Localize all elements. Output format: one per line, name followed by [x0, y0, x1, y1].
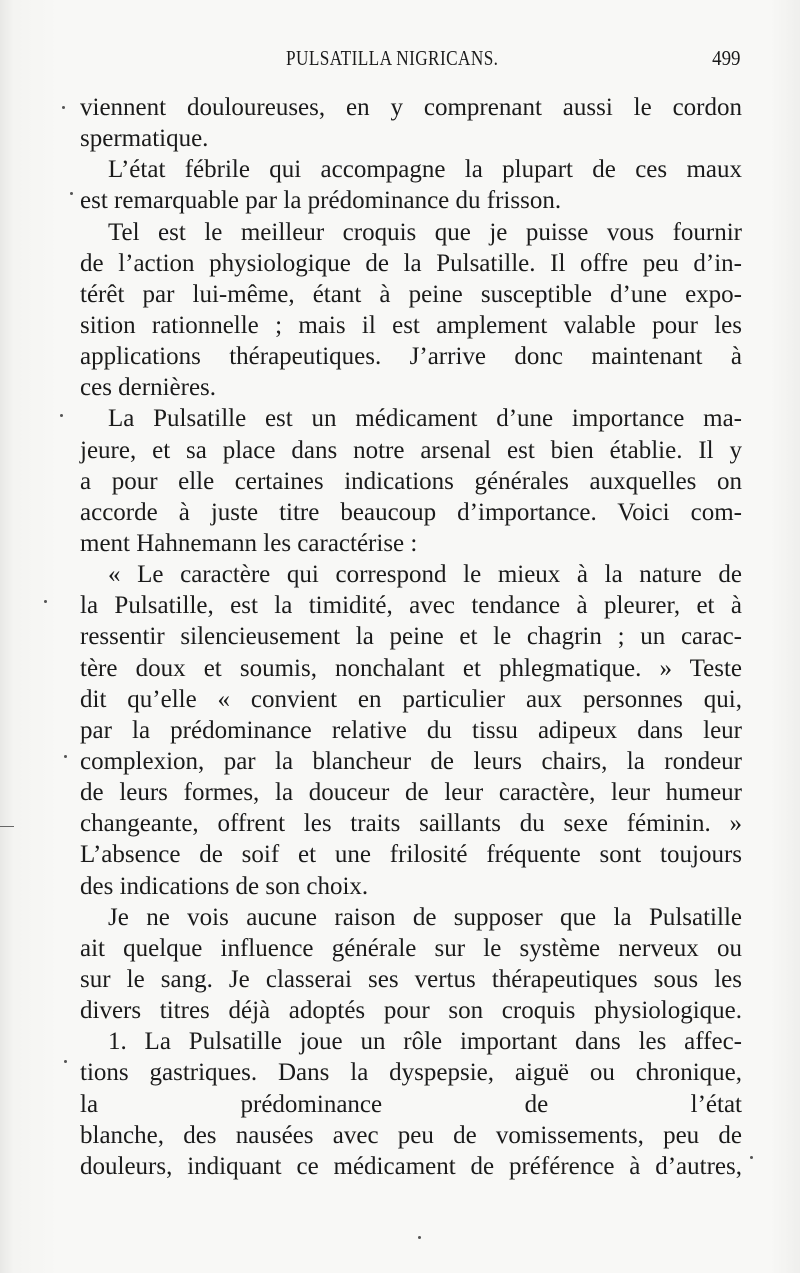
running-head [80, 46, 742, 76]
text-line: spermatique. [80, 125, 209, 153]
text-line: la Pulsatille, est la timidité, avec tendance à pleurer, et à [80, 592, 742, 620]
text-line: ment Hahnemann les caractérise : [80, 529, 418, 557]
text-line: sition rationnelle ; mais il est amplement valable pour les [80, 311, 742, 339]
margin-speck [64, 755, 67, 758]
text-line: « Le caractère qui correspond le mieux à la nature de [108, 561, 742, 589]
text-line: douleurs, indiquant ce médicament de préférence à d’autres, [80, 1152, 742, 1180]
text-line: accorde à juste titre beaucoup d’importance. Voici com- [80, 498, 742, 526]
margin-rule [0, 826, 14, 827]
text-line: de l’action physiologique de la Pulsatille. Il offre peu d’in- [80, 249, 742, 277]
text-line: par la prédominance relative du tissu adipeux dans leur [80, 716, 742, 744]
margin-speck [64, 1060, 67, 1063]
text-line: jeure, et sa place dans notre arsenal est bien établie. Il y [80, 436, 742, 464]
text-line: a pour elle certaines indications générales auxquelles on [80, 467, 742, 495]
text-line: sur le sang. Je classerai ses vertus thérapeutiques sous les [80, 965, 742, 993]
text-line: ces dernières. [80, 374, 217, 402]
text-line [80, 1089, 742, 1120]
running-title: PULSATILLA NIGRICANS. [286, 46, 499, 70]
text-line: de leurs formes, la douceur de leur caractère, leur humeur [80, 779, 742, 807]
text-line: divers titres déjà adoptés pour son croquis physiologique. [80, 997, 742, 1025]
text-line: La Pulsatille est un médicament d’une importance ma- [108, 405, 742, 433]
text-line: ait quelque influence générale sur le système nerveux ou [80, 934, 742, 962]
body-text [80, 92, 742, 1182]
text-line: dit qu’elle « convient en particulier aux personnes qui, [80, 685, 742, 713]
margin-speck [70, 192, 73, 195]
text-line: blanche, des nausées avec peu de vomissements, peu de [80, 1121, 742, 1149]
page-number: 499 [711, 46, 740, 70]
text-line: Tel est le meilleur croquis que je puisse vous fournir [108, 218, 742, 246]
text-line: L’état fébrile qui accompagne la plupart de ces maux [108, 156, 742, 184]
text-line: L’absence de soif et une frilosité fréquente sont toujours [80, 841, 742, 869]
text-line: tère doux et soumis, nonchalant et phlegmatique. » Teste [80, 654, 742, 682]
text-line: changeante, offrent les traits saillants du sexe féminin. » [80, 810, 742, 838]
margin-speck [750, 1156, 753, 1159]
text-line: des indications de son choix. [80, 872, 369, 900]
text-line: complexion, par la blancheur de leurs chairs, la rondeur [80, 747, 742, 775]
margin-speck [60, 414, 63, 417]
text-line: applications thérapeutiques. J’arrive donc maintenant à [80, 343, 742, 371]
text-line: viennent douloureuses, en y comprenant aussi le cordon [80, 94, 742, 121]
text-line: Je ne vois aucune raison de supposer que la Pulsatille [108, 903, 742, 931]
text-line: térêt par lui-même, étant à peine susceptible d’une expo- [80, 280, 742, 308]
text-segment: la prédominance de l’état [80, 1090, 742, 1118]
margin-speck [62, 106, 65, 109]
margin-speck [418, 1236, 421, 1239]
margin-speck [44, 600, 47, 603]
text-line: tions gastriques. Dans la dyspepsie, aiguë ou chronique, [80, 1059, 742, 1087]
text-line: ressentir silencieusement la peine et le chagrin ; un carac- [80, 623, 742, 651]
text-line: 1. La Pulsatille joue un rôle important dans les affec- [108, 1028, 742, 1056]
text-line: est remarquable par la prédominance du frisson. [80, 187, 562, 215]
